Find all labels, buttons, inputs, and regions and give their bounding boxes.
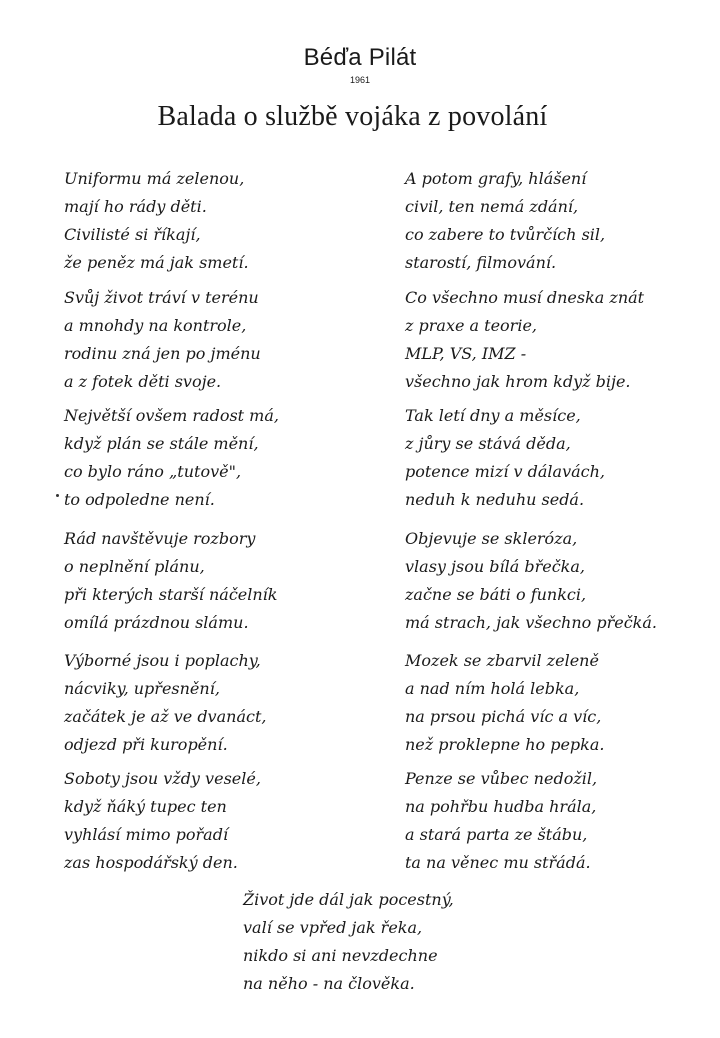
verse-line: Mozek se zbarvil zeleně <box>405 651 599 670</box>
verse-line: Penze se vůbec nedožil, <box>405 769 598 788</box>
verse-line: všechno jak hrom když bije. <box>405 372 631 391</box>
author-name: Béďa Pilát <box>303 44 417 71</box>
stanza-left-2 <box>64 284 261 396</box>
verse-line: začátek je až ve dvanáct, <box>64 707 267 726</box>
verse-line: Svůj život tráví v terénu <box>64 288 259 307</box>
verse-line: A potom grafy, hlášení <box>405 169 587 188</box>
verse-line: a mnohdy na kontrole, <box>64 316 247 335</box>
stanza-left-1 <box>64 165 249 277</box>
poem-title: Balada o službě vojáka z povolání <box>157 101 548 132</box>
verse-line: civil, ten nemá zdání, <box>405 197 579 216</box>
verse-line: Objevuje se skleróza, <box>405 529 578 548</box>
verse-line: rodinu zná jen po jménu <box>64 344 261 363</box>
stanza-right-1 <box>405 165 605 277</box>
verse-line: vyhlásí mimo pořadí <box>64 825 229 844</box>
verse-line: začne se báti o funkci, <box>405 585 587 604</box>
verse-line: ta na věnec mu střádá. <box>405 853 591 872</box>
verse-line: MLP, VS, IMZ - <box>405 344 527 363</box>
verse-line: neduh k neduhu sedá. <box>405 490 585 509</box>
verse-line: a z fotek děti svoje. <box>64 372 222 391</box>
verse-line: starostí, filmování. <box>405 253 557 272</box>
stanza-left-4 <box>64 525 277 637</box>
stanza-left-5 <box>64 647 266 759</box>
verse-line: valí se vpřed jak řeka, <box>243 918 423 937</box>
verse-line: nácviky, upřesnění, <box>64 679 220 698</box>
stanza-left-6 <box>64 765 261 877</box>
verse-line: odjezd při kuropění. <box>64 735 228 754</box>
verse-line: když plán se stále mění, <box>64 434 259 453</box>
verse-line: o neplnění plánu, <box>64 557 205 576</box>
verse-line: když ňáký tupec ten <box>64 797 227 816</box>
verse-line: Uniformu má zelenou, <box>64 169 245 188</box>
verse-line: Co všechno musí dneska znát <box>405 288 645 307</box>
verse-line: Soboty jsou vždy veselé, <box>64 769 261 788</box>
verse-line: vlasy jsou bílá břečka, <box>405 557 585 576</box>
verse-line: to odpoledne není. <box>64 490 215 509</box>
verse-line: mají ho rády děti. <box>64 197 207 216</box>
verse-line: Výborné jsou i poplachy, <box>64 651 261 670</box>
verse-line: než proklepne ho pepka. <box>405 735 605 754</box>
scan-speck <box>56 494 59 497</box>
verse-line: že peněz má jak smetí. <box>64 253 249 272</box>
verse-line: na prsou pichá víc a víc, <box>405 707 602 726</box>
verse-line: Tak letí dny a měsíce, <box>405 406 581 425</box>
verse-line: nikdo si ani nevzdechne <box>243 946 438 965</box>
verse-line: Největší ovšem radost má, <box>64 406 279 425</box>
stanza-final <box>243 886 454 998</box>
verse-line: a nad ním holá lebka, <box>405 679 580 698</box>
year: 1961 <box>349 75 371 85</box>
verse-line: na něho - na člověka. <box>243 974 415 993</box>
verse-line: má strach, jak všechno přečká. <box>405 613 657 632</box>
stanza-right-3 <box>405 402 605 514</box>
verse-line: co bylo ráno „tutově", <box>64 462 242 481</box>
verse-line: na pohřbu hudba hrála, <box>405 797 597 816</box>
verse-line: Civilisté si říkají, <box>64 225 201 244</box>
stanza-right-4 <box>405 525 657 637</box>
verse-line: z jůry se stává děda, <box>405 434 571 453</box>
verse-line: potence mizí v dálavách, <box>405 462 606 481</box>
stanza-right-2 <box>405 284 644 396</box>
verse-line: Rád navštěvuje rozbory <box>64 529 256 548</box>
verse-line: při kterých starší náčelník <box>64 585 278 604</box>
verse-line: a stará parta ze štábu, <box>405 825 588 844</box>
verse-line: zas hospodářský den. <box>64 853 238 872</box>
verse-line: Život jde dál jak pocestný, <box>243 890 454 909</box>
verse-line: z praxe a teorie, <box>405 316 537 335</box>
stanza-right-5 <box>405 647 605 759</box>
stanza-left-3 <box>64 402 279 514</box>
verse-line: omílá prázdnou slámu. <box>64 613 249 632</box>
stanza-right-6 <box>405 765 597 877</box>
verse-line: co zabere to tvůrčích sil, <box>405 225 606 244</box>
